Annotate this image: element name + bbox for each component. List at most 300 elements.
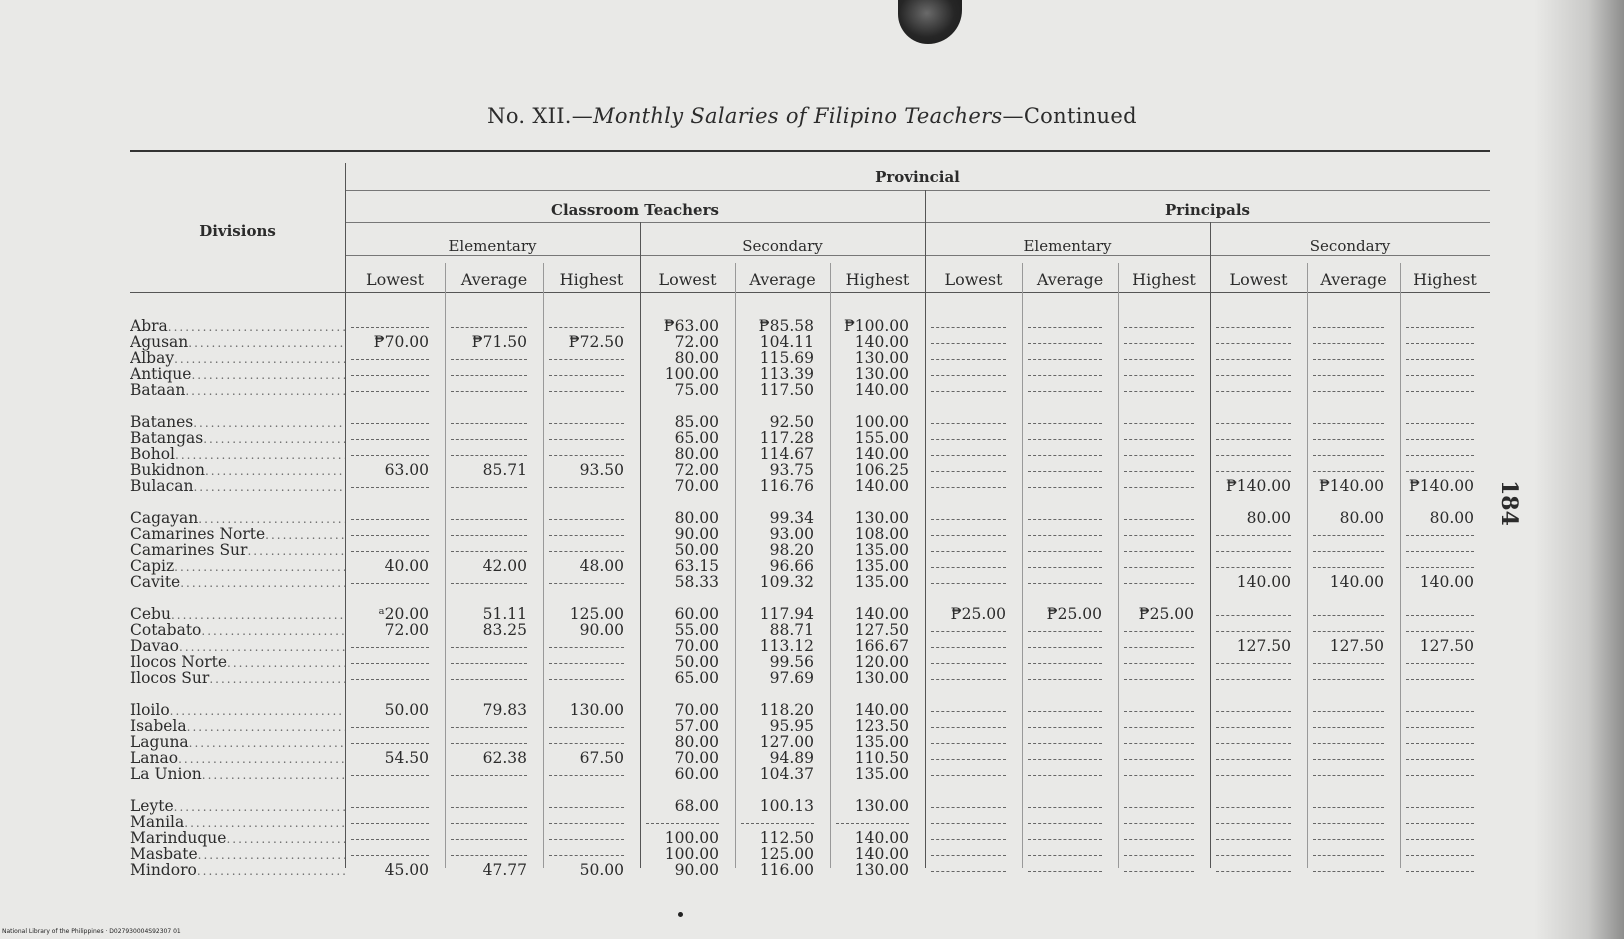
- empty-cell: [351, 382, 429, 392]
- pr-secondary-header: Secondary: [1309, 237, 1391, 255]
- division-name: Iloilo .....: [130, 702, 345, 719]
- empty-cell: [1216, 414, 1291, 424]
- empty-cell: [1216, 334, 1291, 344]
- empty-cell: [1028, 654, 1102, 664]
- division-name: Davao .....: [130, 638, 345, 655]
- value-cell: 118.20: [759, 701, 814, 719]
- column-header-5: Highest: [845, 270, 910, 289]
- empty-cell: [351, 430, 429, 440]
- column-separator: [1022, 263, 1023, 868]
- page-title: [0, 104, 1624, 128]
- empty-cell: [451, 350, 527, 360]
- value-cell: 50.00: [674, 653, 719, 671]
- empty-cell: [451, 382, 527, 392]
- value-cell: 125.00: [759, 845, 814, 863]
- empty-cell: [1028, 862, 1102, 872]
- value-cell: 117.94: [759, 605, 814, 623]
- empty-cell: [451, 734, 527, 744]
- empty-cell: [1028, 798, 1102, 808]
- division-name: Manila .....: [130, 814, 345, 831]
- empty-cell: [1313, 334, 1384, 344]
- empty-cell: [351, 766, 429, 776]
- division-name: Marinduque .....: [130, 830, 345, 847]
- empty-cell: [1406, 654, 1474, 664]
- table-top-rule: [130, 150, 1490, 152]
- value-cell: 100.00: [664, 845, 719, 863]
- value-cell: 140.00: [854, 333, 909, 351]
- value-cell: 90.00: [674, 525, 719, 543]
- value-cell: 72.00: [384, 621, 429, 639]
- value-cell: 104.37: [759, 765, 814, 783]
- empty-cell: [931, 574, 1006, 584]
- empty-cell: [1406, 414, 1474, 424]
- value-cell: 117.50: [759, 381, 814, 399]
- column-separator: [735, 263, 736, 868]
- empty-cell: [1216, 606, 1291, 616]
- value-cell: 99.56: [769, 653, 814, 671]
- division-name: Cagayan .....: [130, 510, 345, 527]
- empty-cell: [1406, 606, 1474, 616]
- empty-cell: [451, 526, 527, 536]
- empty-cell: [549, 366, 624, 376]
- column-separator: [830, 263, 831, 868]
- value-cell: 130.00: [854, 365, 909, 383]
- empty-cell: [451, 830, 527, 840]
- empty-cell: [1313, 542, 1384, 552]
- value-cell: 114.67: [759, 445, 814, 463]
- empty-cell: [1028, 750, 1102, 760]
- empty-cell: [1028, 734, 1102, 744]
- value-cell: 63.00: [384, 461, 429, 479]
- empty-cell: [931, 862, 1006, 872]
- empty-cell: [931, 462, 1006, 472]
- value-cell: 80.00: [674, 349, 719, 367]
- value-cell: 112.50: [759, 829, 814, 847]
- division-name: Antique .....: [130, 366, 345, 383]
- classroom-teachers-header: Classroom Teachers: [551, 201, 719, 219]
- empty-cell: [1406, 462, 1474, 472]
- value-cell: 127.50: [1329, 637, 1384, 655]
- column-header-7: Average: [1036, 270, 1104, 289]
- value-cell: 72.00: [674, 461, 719, 479]
- empty-cell: [1124, 414, 1194, 424]
- empty-cell: [1216, 446, 1291, 456]
- value-cell: 98.20: [769, 541, 814, 559]
- ct-elem-sec-separator: [640, 222, 641, 868]
- empty-cell: [1313, 446, 1384, 456]
- empty-cell: [1406, 622, 1474, 632]
- empty-cell: [351, 734, 429, 744]
- pr-elem-sec-separator: [1210, 222, 1211, 868]
- empty-cell: [351, 718, 429, 728]
- empty-cell: [451, 542, 527, 552]
- division-name: Leyte .....: [130, 798, 345, 815]
- empty-cell: [1406, 766, 1474, 776]
- value-cell: 60.00: [674, 605, 719, 623]
- value-cell: 116.76: [759, 477, 814, 495]
- value-cell: 140.00: [1419, 573, 1474, 591]
- value-cell: 110.50: [854, 749, 909, 767]
- division-name: Camarines Sur .....: [130, 542, 345, 559]
- value-cell: 55.00: [674, 621, 719, 639]
- value-cell: 125.00: [569, 605, 624, 623]
- empty-cell: [1313, 814, 1384, 824]
- empty-cell: [1028, 510, 1102, 520]
- empty-cell: [1124, 574, 1194, 584]
- empty-cell: [549, 318, 624, 328]
- divisions-header: Divisions: [199, 222, 276, 240]
- empty-cell: [1124, 526, 1194, 536]
- empty-cell: [931, 830, 1006, 840]
- ct-elementary-header: Elementary: [448, 237, 537, 255]
- division-name: Camarines Norte .....: [130, 526, 345, 543]
- empty-cell: [1124, 798, 1194, 808]
- value-cell: 45.00: [384, 861, 429, 879]
- empty-cell: [1216, 526, 1291, 536]
- empty-cell: [931, 334, 1006, 344]
- empty-cell: [451, 670, 527, 680]
- ct-secondary-header: Secondary: [742, 237, 823, 255]
- empty-cell: [1406, 718, 1474, 728]
- value-cell: 130.00: [569, 701, 624, 719]
- value-cell: 54.50: [384, 749, 429, 767]
- empty-cell: [1406, 542, 1474, 552]
- value-cell: 70.00: [674, 637, 719, 655]
- empty-cell: [1313, 830, 1384, 840]
- empty-cell: [549, 846, 624, 856]
- value-cell: 80.00: [674, 445, 719, 463]
- empty-cell: [1406, 798, 1474, 808]
- empty-cell: [931, 526, 1006, 536]
- empty-cell: [351, 366, 429, 376]
- empty-cell: [1313, 558, 1384, 568]
- empty-cell: [451, 718, 527, 728]
- division-name: Ilocos Norte .....: [130, 654, 345, 671]
- empty-cell: [451, 430, 527, 440]
- value-cell: 97.69: [769, 669, 814, 687]
- empty-cell: [1216, 654, 1291, 664]
- value-cell: 95.95: [769, 717, 814, 735]
- value-cell: 48.00: [579, 557, 624, 575]
- empty-cell: [549, 350, 624, 360]
- empty-cell: [931, 478, 1006, 488]
- empty-cell: [1406, 382, 1474, 392]
- empty-cell: [1216, 846, 1291, 856]
- value-cell: 127.50: [854, 621, 909, 639]
- empty-cell: [1216, 366, 1291, 376]
- empty-cell: [1216, 718, 1291, 728]
- empty-cell: [549, 510, 624, 520]
- ink-blot: [898, 0, 962, 44]
- division-name: Lanao .....: [130, 750, 345, 767]
- empty-cell: [1313, 430, 1384, 440]
- empty-cell: [1406, 334, 1474, 344]
- value-cell: 100.00: [664, 365, 719, 383]
- column-header-1: Average: [460, 270, 528, 289]
- empty-cell: [549, 718, 624, 728]
- empty-cell: [1028, 574, 1102, 584]
- value-cell: 100.13: [759, 797, 814, 815]
- value-cell: 140.00: [854, 701, 909, 719]
- empty-cell: [451, 510, 527, 520]
- empty-cell: [1028, 718, 1102, 728]
- empty-cell: [1313, 734, 1384, 744]
- empty-cell: [1028, 318, 1102, 328]
- division-name: Capiz .....: [130, 558, 345, 575]
- value-cell: 109.32: [759, 573, 814, 591]
- empty-cell: [351, 510, 429, 520]
- empty-cell: [1313, 606, 1384, 616]
- ct-pr-separator: [925, 190, 926, 868]
- value-cell: 140.00: [854, 845, 909, 863]
- value-cell: 117.28: [759, 429, 814, 447]
- empty-cell: [549, 446, 624, 456]
- empty-cell: [549, 814, 624, 824]
- value-cell: 135.00: [854, 557, 909, 575]
- empty-cell: [451, 846, 527, 856]
- empty-cell: [351, 830, 429, 840]
- empty-cell: [549, 766, 624, 776]
- value-cell: 113.39: [759, 365, 814, 383]
- value-cell: 90.00: [579, 621, 624, 639]
- empty-cell: [1124, 334, 1194, 344]
- value-cell: 104.11: [759, 333, 814, 351]
- empty-cell: [931, 414, 1006, 424]
- empty-cell: [1313, 622, 1384, 632]
- division-name: Batangas .....: [130, 430, 345, 447]
- empty-cell: [1124, 702, 1194, 712]
- value-cell: 50.00: [384, 701, 429, 719]
- provincial-header: Provincial: [875, 168, 960, 186]
- empty-cell: [741, 814, 814, 824]
- empty-cell: [1124, 654, 1194, 664]
- division-name: Ilocos Sur .....: [130, 670, 345, 687]
- value-cell: 115.69: [759, 349, 814, 367]
- empty-cell: [451, 366, 527, 376]
- empty-cell: [1216, 350, 1291, 360]
- division-name: Albay .....: [130, 350, 345, 367]
- division-name: Cebu .....: [130, 606, 345, 623]
- value-cell: 140.00: [854, 381, 909, 399]
- empty-cell: [1406, 846, 1474, 856]
- value-cell: 70.00: [674, 477, 719, 495]
- value-cell: 140.00: [1236, 573, 1291, 591]
- value-cell: 50.00: [674, 541, 719, 559]
- empty-cell: [1124, 862, 1194, 872]
- value-cell: 80.00: [1429, 509, 1474, 527]
- value-cell: 90.00: [674, 861, 719, 879]
- division-name: Cavite .....: [130, 574, 345, 591]
- value-cell: 65.00: [674, 429, 719, 447]
- value-cell: 135.00: [854, 733, 909, 751]
- empty-cell: [549, 430, 624, 440]
- empty-cell: [1124, 814, 1194, 824]
- empty-cell: [931, 702, 1006, 712]
- empty-cell: [549, 638, 624, 648]
- empty-cell: [1124, 638, 1194, 648]
- empty-cell: [351, 638, 429, 648]
- value-cell: 94.89: [769, 749, 814, 767]
- empty-cell: [931, 638, 1006, 648]
- empty-cell: [1406, 558, 1474, 568]
- empty-cell: [451, 654, 527, 664]
- value-cell: 140.00: [854, 445, 909, 463]
- value-cell: 80.00: [1339, 509, 1384, 527]
- empty-cell: [1313, 350, 1384, 360]
- empty-cell: [1216, 382, 1291, 392]
- empty-cell: [931, 734, 1006, 744]
- empty-cell: [351, 478, 429, 488]
- ink-dot: [678, 912, 683, 917]
- empty-cell: [836, 814, 909, 824]
- column-header-4: Average: [749, 270, 816, 289]
- empty-cell: [1313, 366, 1384, 376]
- value-cell: 130.00: [854, 797, 909, 815]
- empty-cell: [1313, 750, 1384, 760]
- value-cell: ₱100.00: [843, 317, 909, 335]
- value-cell: 72.00: [674, 333, 719, 351]
- value-cell: 80.00: [674, 733, 719, 751]
- division-name: La Union .....: [130, 766, 345, 783]
- empty-cell: [1124, 558, 1194, 568]
- empty-cell: [931, 766, 1006, 776]
- empty-cell: [1406, 814, 1474, 824]
- division-name: Bohol .....: [130, 446, 345, 463]
- empty-cell: [1313, 382, 1384, 392]
- value-cell: 85.71: [482, 461, 527, 479]
- empty-cell: [931, 750, 1006, 760]
- column-header-10: Average: [1320, 270, 1387, 289]
- value-cell: ₱25.00: [950, 605, 1006, 623]
- empty-cell: [1216, 318, 1291, 328]
- column-header-11: Highest: [1413, 270, 1477, 289]
- empty-cell: [549, 798, 624, 808]
- value-cell: 96.66: [769, 557, 814, 575]
- empty-cell: [1313, 718, 1384, 728]
- value-cell: 70.00: [674, 701, 719, 719]
- empty-cell: [1406, 830, 1474, 840]
- column-separator: [543, 263, 544, 868]
- empty-cell: [451, 798, 527, 808]
- empty-cell: [1124, 430, 1194, 440]
- empty-cell: [1124, 382, 1194, 392]
- column-separator: [1307, 263, 1308, 868]
- value-cell: 140.00: [854, 605, 909, 623]
- empty-cell: [1028, 526, 1102, 536]
- empty-cell: [451, 574, 527, 584]
- empty-cell: [1406, 670, 1474, 680]
- empty-cell: [1124, 846, 1194, 856]
- subgroup-rule: [345, 255, 1490, 256]
- empty-cell: [931, 446, 1006, 456]
- empty-cell: [451, 638, 527, 648]
- empty-cell: [351, 846, 429, 856]
- empty-cell: [351, 350, 429, 360]
- empty-cell: [1028, 830, 1102, 840]
- title-italic: Monthly Salaries of Filipino Teachers: [593, 104, 1003, 128]
- empty-cell: [1124, 718, 1194, 728]
- empty-cell: [931, 558, 1006, 568]
- division-name: Bukidnon .....: [130, 462, 345, 479]
- empty-cell: [1124, 830, 1194, 840]
- empty-cell: [1124, 478, 1194, 488]
- empty-cell: [1406, 318, 1474, 328]
- division-name: Masbate .....: [130, 846, 345, 863]
- division-name: Agusan .....: [130, 334, 345, 351]
- empty-cell: [931, 814, 1006, 824]
- empty-cell: [1124, 318, 1194, 328]
- value-cell: 127.50: [1419, 637, 1474, 655]
- value-cell: 92.50: [769, 413, 814, 431]
- header-bottom-rule: [130, 292, 1490, 293]
- empty-cell: [931, 670, 1006, 680]
- value-cell: 120.00: [854, 653, 909, 671]
- value-cell: 100.00: [664, 829, 719, 847]
- division-name: Bataan .....: [130, 382, 345, 399]
- pr-elementary-header: Elementary: [1023, 237, 1112, 255]
- empty-cell: [1028, 558, 1102, 568]
- empty-cell: [1124, 622, 1194, 632]
- empty-cell: [1028, 430, 1102, 440]
- value-cell: 75.00: [674, 381, 719, 399]
- empty-cell: [1216, 702, 1291, 712]
- value-cell: 42.00: [482, 557, 527, 575]
- value-cell: 63.15: [674, 557, 719, 575]
- empty-cell: [549, 526, 624, 536]
- division-name: Isabela .....: [130, 718, 345, 735]
- empty-cell: [931, 350, 1006, 360]
- empty-cell: [549, 830, 624, 840]
- value-cell: 166.67: [854, 637, 909, 655]
- empty-cell: [1028, 382, 1102, 392]
- empty-cell: [451, 478, 527, 488]
- empty-cell: [351, 526, 429, 536]
- empty-cell: [1216, 734, 1291, 744]
- empty-cell: [351, 798, 429, 808]
- empty-cell: [931, 654, 1006, 664]
- empty-cell: [351, 574, 429, 584]
- value-cell: ₱140.00: [1225, 477, 1291, 495]
- empty-cell: [1028, 702, 1102, 712]
- empty-cell: [931, 542, 1006, 552]
- value-cell: 106.25: [854, 461, 909, 479]
- empty-cell: [1028, 366, 1102, 376]
- empty-cell: [1313, 414, 1384, 424]
- empty-cell: [1406, 750, 1474, 760]
- value-cell: 130.00: [854, 669, 909, 687]
- empty-cell: [549, 670, 624, 680]
- division-name: Abra .....: [130, 318, 345, 335]
- value-cell: ₱140.00: [1408, 477, 1474, 495]
- empty-cell: [1216, 670, 1291, 680]
- empty-cell: [1313, 798, 1384, 808]
- value-cell: 51.11: [482, 605, 527, 623]
- empty-cell: [931, 430, 1006, 440]
- value-cell: 127.00: [759, 733, 814, 751]
- empty-cell: [1124, 766, 1194, 776]
- value-cell: 40.00: [384, 557, 429, 575]
- empty-cell: [451, 814, 527, 824]
- archive-footer: National Library of the Philippines · D027930004S92307 01: [2, 928, 181, 935]
- empty-cell: [1406, 350, 1474, 360]
- empty-cell: [351, 670, 429, 680]
- value-cell: 130.00: [854, 861, 909, 879]
- empty-cell: [931, 622, 1006, 632]
- empty-cell: [1028, 846, 1102, 856]
- division-name: Batanes .....: [130, 414, 345, 431]
- value-cell: 130.00: [854, 349, 909, 367]
- empty-cell: [1313, 654, 1384, 664]
